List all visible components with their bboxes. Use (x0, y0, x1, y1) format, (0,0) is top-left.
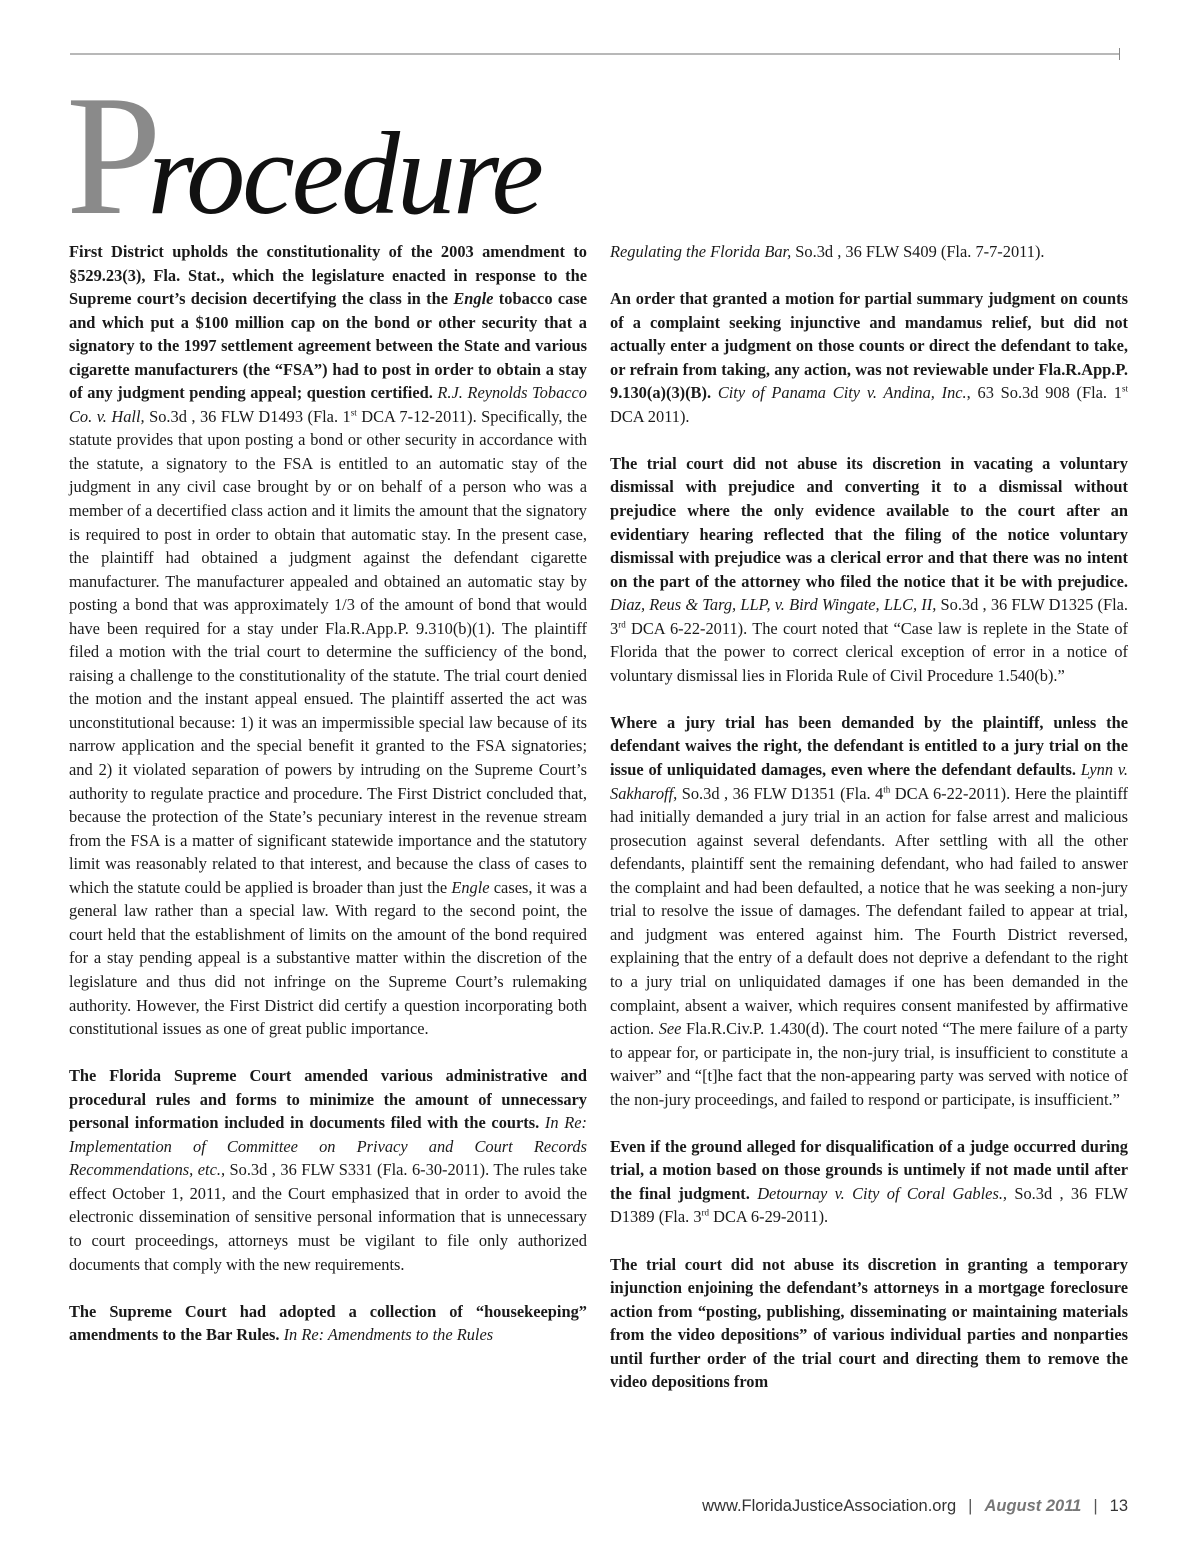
website-link[interactable]: www.FloridaJusticeAssociation.org (702, 1497, 957, 1515)
italic-term: Engle (451, 877, 490, 897)
left-column (69, 240, 587, 1370)
case-citation-cont: DCA 2011). (610, 406, 690, 426)
article-body: DCA 7-12-2011). Specifically, the statute provides that upon posting a bond or other security in accordance with the statute, a signatory to the FSA is entitled to an automatic stay of the judgment in any civil case brought by or on behalf of a person who was a member of a decertified class action and it limits the amount that the signatory is required to post in order to obtain that automatic stay. In the present case, the plaintiff had obtained a judgment against the defendant cigarette manufacturer. The manufacturer appealed and obtained an automatic stay by posting a bond that was approximately 1/3 of the amount of bond that would have been required for a stay under Fla.R.App.P. 9.310(b)(1). The plaintiff filed a motion with the trial court to determine the sufficiency of the bond, raising a challenge to the constitutionality of the statute. The trial court denied the motion and the instant appeal ensued. The plaintiff asserted the act was unconstitutional because: 1) it was an impermissible special law because of its narrow application and the special benefit it granted to the FSA signatories; and 2) it violated separation of powers by intruding on the Supreme Court’s authority to regulate practice and procedure. The First District concluded that, because the protection of the State’s pecuniary interest in the revenue stream from the FSA is a matter of significant statewide importance and the statutory limit was reasonably related to that interest, and because the class of cases to which the statute could be applied is broader than just the (69, 406, 587, 897)
article-headline: First District upholds the constitutionality of the 2003 amendment to §529.23(3), Fla. Stat., which the legislature enacted in response to the Supreme court’s decision decertifying the class in the (69, 242, 587, 309)
citation-superscript: st (350, 407, 357, 418)
case-citation: So.3d , 36 FLW D1351 (Fla. 4 (677, 783, 884, 803)
article-paragraph (610, 452, 1128, 687)
case-citation: , 63 So.3d 908 (Fla. 1 (966, 383, 1122, 403)
citation-superscript: rd (618, 619, 626, 630)
article-body: DCA 6-22-2011). The court noted that “Case law is replete in the State of Florida that the power to correct clerical exception of error in a notice of voluntary dismissal lies in Florida Rule of Civil Procedure 1.540(b).” (610, 618, 1128, 685)
article-paragraph (69, 240, 587, 1041)
article-paragraph (610, 711, 1128, 1111)
article-headline: The Florida Supreme Court amended various administrative and procedural rules and forms to minimize the amount of unnecessary personal information included in documents filed with the courts. (69, 1066, 587, 1133)
article-body: DCA 6-22-2011). Here the plaintiff had initially demanded a jury trial in an action for false arrest and malicious prosecution against several defendants. After settling with all the other defendants, plaintiff sent the remaining defendant, who had failed to answer the complaint and had been defaulted, a notice that he was seeking a non-jury trial to resolve the issue of damages. The defendant failed to appear at trial, and judgment was entered against him. The Fourth District reversed, explaining that the entry of a default does not deprive a defendant to the right to a jury trial on unliquidated damages if one has been demanded in the complaint, absent a waiver, which requires consent manifested by affirmative action. (610, 783, 1128, 1039)
title-drop-cap: P (66, 61, 158, 251)
article-headline-cont: tobacco case and which put a $100 million cap on the bond or other security that a signatory to the 1997 settlement agreement between the State and various cigarette manufacturers (the “FSA”) had to post in order to obtain a stay of any judgment pending appeal; question certified. (69, 289, 588, 403)
title-rest: rocedure (147, 108, 541, 239)
case-citation: So.3d , 36 FLW D1493 (Fla. 1 (144, 406, 351, 426)
case-name: In Re: Implementation of Committee on Privacy and Court Records Recommendations, etc., (69, 1113, 587, 1180)
case-citation: So.3d , 36 FLW S409 (Fla. 7-7-2011). (791, 242, 1045, 261)
article-paragraph (610, 1253, 1128, 1394)
citation-superscript: rd (701, 1207, 710, 1218)
case-citation-cont: DCA 6-29-2011). (709, 1207, 829, 1227)
case-name: Detournay v. City of Coral Gables., (749, 1183, 1008, 1203)
top-rule (70, 53, 1120, 55)
article-body-cont: cases, it was a general law rather than a special law. With regard to the second point, the court held that the establishment of limits on the amount of the bond required for a stay pending appeal is a substantive matter within the discretion of the legislature and thus did not infringe on the Supreme Court’s rulemaking authority. However, the First District did certify a question incorporating both constitutional issues as one of great public importance. (69, 877, 587, 1039)
article-paragraph (610, 240, 1128, 264)
case-name: City of Panama City v. Andina, Inc. (711, 383, 967, 403)
article-paragraph (69, 1064, 587, 1276)
case-name: R.J. Reynolds Tobacco Co. v. Hall, (69, 383, 588, 426)
page-title (66, 61, 541, 251)
top-rule-tick (1119, 48, 1120, 60)
article-headline: The Supreme Court had adopted a collection of “housekeeping” amendments to the Bar Rules. (69, 1301, 587, 1345)
case-name: Lynn v. Sakharoff, (610, 760, 1128, 803)
article-body: So.3d , 36 FLW S331 (Fla. 6-30-2011). The rules take effect October 1, 2011, and the Court emphasized that in order to avoid the electronic dissemination of sensitive personal information that is unnecessary to court proceedings, attorneys must be vigilant to file only authorized documents that comply with the new requirements. (69, 1160, 587, 1274)
article-paragraph (69, 1300, 587, 1347)
citation-superscript: th (883, 784, 891, 795)
article-paragraph (610, 1135, 1128, 1229)
article-headline: Even if the ground alleged for disqualification of a judge occurred during trial, a motion based on those grounds is untimely if not made until after the final judgment. (610, 1136, 1128, 1203)
citation-superscript: st (1121, 383, 1128, 394)
article-paragraph (610, 287, 1128, 428)
case-citation: So.3d , 36 FLW D1325 (Fla. 3 (610, 595, 1128, 638)
case-citation: So.3d , 36 FLW D1389 (Fla. 3 (610, 1183, 1129, 1227)
case-name: Diaz, Reus & Targ, LLP, v. Bird Wingate, LLC, II, (610, 595, 937, 615)
article-body-cont: Fla.R.Civ.P. 1.430(d). The court noted “The mere failure of a party to appear for, or participate in, the non-jury trial, is insufficient to constitute a waiver” and “[t]he fact that the non-appearing party was served with notice of the non-jury proceedings, and failed to respond or participate, is insufficient.” (610, 1019, 1128, 1109)
article-headline: An order that granted a motion for partial summary judgment on counts of a complaint seeking injunctive and mandamus relief, but did not actually enter a judgment on those counts or direct the defendant to take, or refrain from taking, any action, was not reviewable under Fla.R.App.P. 9.130(a)(3)(B). (610, 289, 1128, 403)
article-headline: The trial court did not abuse its discretion in granting a temporary injunction enjoining the defendant’s attorneys in a mortgage foreclosure action from “posting, publishing, disseminating or maintaining materials from the video depositions” of various individual parties and nonparties until further order of the trial court and directing them to remove the video depositions from (610, 1254, 1128, 1392)
article-headline: Where a jury trial has been demanded by the plaintiff, unless the defendant waives the right, the defendant is entitled to a jury trial on the issue of unliquidated damages, even where the defendant defaults. (610, 712, 1128, 780)
see-signal: See (658, 1019, 682, 1039)
page-footer (702, 1497, 1128, 1516)
article-headline-italic: Engle (453, 289, 494, 309)
article-headline: The trial court did not abuse its discretion in vacating a voluntary dismissal with prejudice and converting it to a dismissal without prejudice where the only evidence available to the court after an evidentiary hearing reflected that the filing of the notice voluntary dismissal with prejudice was a clerical error and that there was no intent on the part of the attorney who filed the notice that it be with prejudice. (610, 453, 1128, 591)
case-name: In Re: Amendments to the Rules (279, 1325, 494, 1345)
page-number: 13 (1109, 1497, 1128, 1515)
right-column (610, 240, 1128, 1417)
case-name: Regulating the Florida Bar, (610, 242, 792, 261)
footer-separator: | (1093, 1497, 1098, 1515)
issue-date: August 2011 (984, 1497, 1082, 1515)
footer-separator: | (968, 1497, 973, 1515)
